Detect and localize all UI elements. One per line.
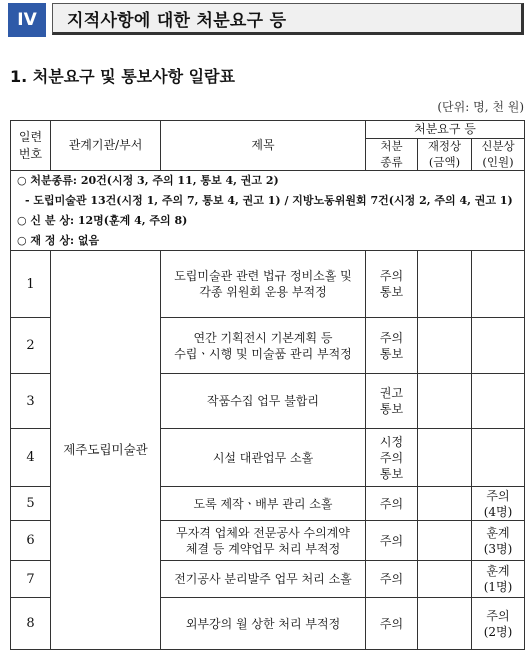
row-title: 도립미술관 관련 법규 정비소홀 및 각종 위원회 운용 부적정 [161,251,366,318]
row-money [418,251,472,318]
header-no: 일련 번호 [11,121,51,171]
row-person [472,251,525,318]
table-row [11,251,525,318]
row-number: 6 [11,521,51,561]
header-type: 처분 종류 [366,139,418,171]
row-title: 도록 제작ㆍ배부 관리 소홀 [161,487,366,521]
department-cell: 제주도립미술관 [51,251,161,650]
row-title: 전기공사 분리발주 업무 처리 소홀 [161,561,366,598]
summary-line-3: ○ 신 분 상: 12명(훈계 4, 주의 8) [11,211,525,231]
row-type: 시정 주의 통보 [366,429,418,487]
row-number: 5 [11,487,51,521]
summary-line-1: ○ 처분종류: 20건(시정 3, 주의 11, 통보 4, 권고 2) [11,171,525,191]
row-number: 7 [11,561,51,598]
section-title: 지적사항에 대한 처분요구 등 [67,10,287,31]
row-person: 훈계 (1명) [472,561,525,598]
row-type: 주의 통보 [366,251,418,318]
summary-line-4: ○ 재 정 상: 없음 [11,231,525,251]
row-person [472,318,525,374]
subtitle: 1. 처분요구 및 통보사항 일람표 [10,67,235,86]
row-type: 권고 통보 [366,374,418,429]
row-money [418,561,472,598]
row-type: 주의 [366,487,418,521]
header-group: 처분요구 등 [366,121,525,139]
row-type: 주의 [366,598,418,650]
summary-line-2: - 도립미술관 13건(시정 1, 주의 7, 통보 4, 권고 1) / 지방노동위원회 7건(시정 2, 주의 4, 권고 1) [11,191,525,211]
row-money [418,521,472,561]
row-money [418,487,472,521]
row-number: 3 [11,374,51,429]
row-person: 주의 (4명) [472,487,525,521]
row-number: 8 [11,598,51,650]
header-money: 재정상 (금액) [418,139,472,171]
header-dept: 관계기관/부서 [51,121,161,171]
row-number: 2 [11,318,51,374]
unit-label: (단위: 명, 천 원) [437,100,524,114]
row-title: 작품수집 업무 불합리 [161,374,366,429]
section-header [8,3,524,37]
row-number: 4 [11,429,51,487]
header-person: 신분상 (인원) [472,139,525,171]
row-title: 연간 기획전시 기본계획 등 수립ㆍ시행 및 미술품 관리 부적정 [161,318,366,374]
row-person [472,429,525,487]
row-title: 외부강의 월 상한 처리 부적정 [161,598,366,650]
row-money [418,598,472,650]
row-person: 훈계 (3명) [472,521,525,561]
row-type: 주의 [366,521,418,561]
section-number: IV [8,3,46,37]
row-money [418,374,472,429]
row-person: 주의 (2명) [472,598,525,650]
row-money [418,318,472,374]
row-type: 주의 [366,561,418,598]
section-title-box [52,3,524,35]
row-title: 시설 대관업무 소홀 [161,429,366,487]
disposition-table [10,120,525,650]
row-person [472,374,525,429]
header-title: 제목 [161,121,366,171]
row-number: 1 [11,251,51,318]
row-title: 무자격 업체와 전문공사 수의계약 체결 등 계약업무 처리 부적정 [161,521,366,561]
row-type: 주의 통보 [366,318,418,374]
row-money [418,429,472,487]
